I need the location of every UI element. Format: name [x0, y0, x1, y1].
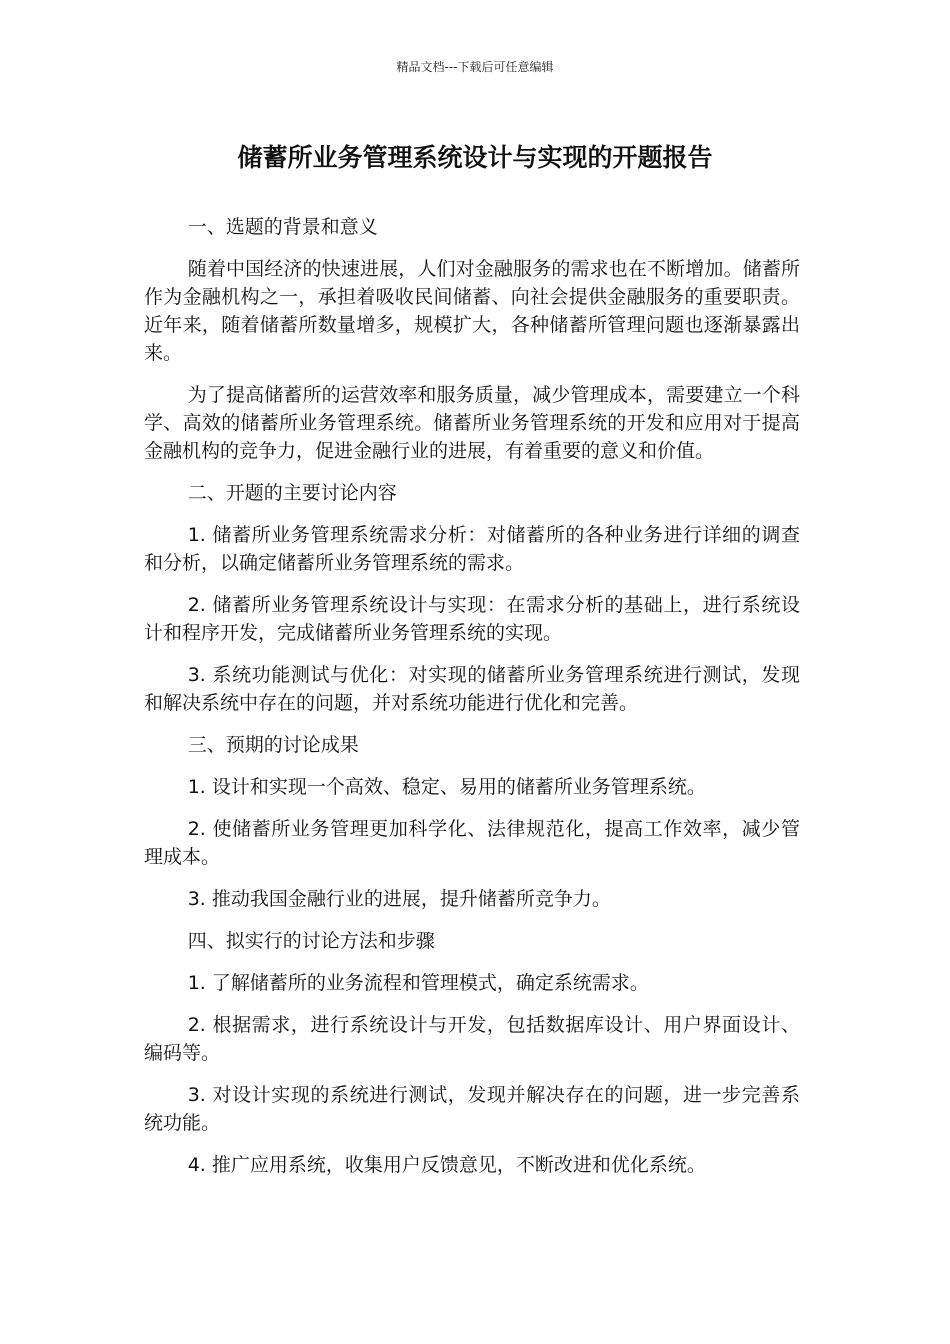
header-note: 精品文档---下载后可任意编辑 — [396, 60, 554, 74]
paragraph: 1. 了解储蓄所的业务流程和管理模式，确定系统需求。 — [187, 972, 649, 994]
section-heading: 二、开题的主要讨论内容 — [187, 482, 397, 504]
paragraph: 1. 设计和实现一个高效、稳定、易用的储蓄所业务管理系统。 — [187, 776, 706, 798]
paragraph: 3. 系统功能测试与优化：对实现的储蓄所业务管理系统进行测试，发现和解决系统中存在的问题，并对系统功能进行优化和完善。 — [144, 664, 800, 714]
section-heading: 一、选题的背景和意义 — [187, 216, 378, 238]
paragraph: 2. 储蓄所业务管理系统设计与实现：在需求分析的基础上，进行系统设计和程序开发，完成储蓄所业务管理系统的实现。 — [144, 594, 800, 644]
paragraph: 2. 使储蓄所业务管理更加科学化、法律规范化，提高工作效率，减少管理成本。 — [144, 818, 800, 868]
document-title: 储蓄所业务管理系统设计与实现的开题报告 — [237, 143, 713, 172]
paragraph: 4. 推广应用系统，收集用户反馈意见，不断改进和优化系统。 — [187, 1154, 706, 1176]
section-heading: 四、拟实行的讨论方法和步骤 — [187, 930, 435, 952]
paragraph: 为了提高储蓄所的运营效率和服务质量，减少管理成本，需要建立一个科学、高效的储蓄所业务管理系统。储蓄所业务管理系统的开发和应用对于提高金融机构的竞争力，促进金融行业的进展，有着重要的意义和价值。 — [144, 384, 800, 462]
paragraph: 随着中国经济的快速进展，人们对金融服务的需求也在不断增加。储蓄所作为金融机构之一，承担着吸收民间储蓄、向社会提供金融服务的重要职责。近年来，随着储蓄所数量增多，规模扩大，各种储蓄所管理问题也逐渐暴露出来。 — [144, 258, 800, 364]
document-body — [144, 213, 800, 1193]
paragraph: 3. 推动我国金融行业的进展，提升储蓄所竞争力。 — [187, 888, 611, 910]
paragraph: 1. 储蓄所业务管理系统需求分析：对储蓄所的各种业务进行详细的调查和分析，以确定储蓄所业务管理系统的需求。 — [144, 524, 800, 574]
paragraph: 2. 根据需求，进行系统设计与开发，包括数据库设计、用户界面设计、编码等。 — [144, 1014, 800, 1064]
section-heading: 三、预期的讨论成果 — [187, 734, 359, 756]
paragraph: 3. 对设计实现的系统进行测试，发现并解决存在的问题，进一步完善系统功能。 — [144, 1084, 800, 1134]
